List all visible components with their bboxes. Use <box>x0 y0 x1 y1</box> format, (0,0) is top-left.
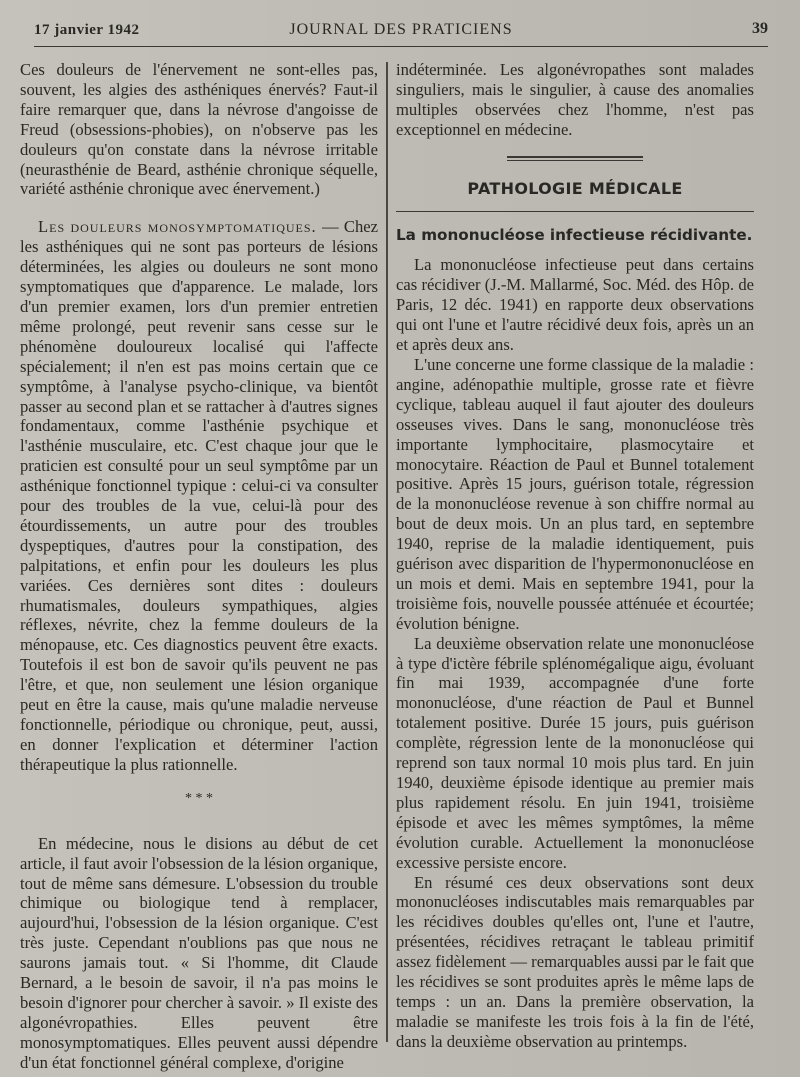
section-break-asterism: * * * <box>185 790 213 806</box>
right-column <box>396 60 754 1052</box>
paragraph-summary: En résumé ces deux observations sont deux mononucléoses indiscutables mais remarquables par les récidives doubles qu'elles ont, l'une et l'autre, présentées, récidives retraçant le tableau primitif assez fidèlement — remarquables aussi par le fait que les récidives se sont produites après le même laps de temps : un an. Dans la première observation, la maladie se manifeste les trois fois à la fin de l'été, dans la deuxième observation au printemps. <box>396 872 754 1051</box>
left-column <box>20 60 378 1073</box>
column-divider <box>386 62 388 1042</box>
heading-rule <box>396 211 754 212</box>
section-heading: PATHOLOGIE MÉDICALE <box>467 178 683 198</box>
paragraph-medecine: En médecine, nous le disions au début de cet article, il faut avoir l'obsession de la lésion organique, tout de même sans démesure. L'obsession du trouble chimique ou biologique tend à remplacer, aujourd'hui, l'obsession de la lésion organique. C'est très juste. Cependant n'oublions pas que nous ne saurons jamais tout. « Si l'homme, dit Claude Bernard, a le besoin de savoir, il n'a pas moins le besoin d'ignorer pour chercher à savoir. » Il existe des algonévropathies. Elles peuvent être monosymptomatiques. Elles peuvent aussi dépendre d'un état fonctionnel général complexe, d'origine <box>20 833 378 1072</box>
page-number: 39 <box>752 20 768 37</box>
paragraph-monosymptomatic <box>20 217 378 774</box>
double-rule <box>507 156 643 161</box>
article-title: La mononucléose infectieuse récidivante. <box>396 225 753 244</box>
paragraph-lead: Les douleurs monosymptomatiques. — <box>38 217 340 237</box>
journal-title: JOURNAL DES PRATICIENS <box>289 21 513 38</box>
paragraph-monosymptomatic-body: Chez les asthéniques qui ne sont pas porteurs de lésions déterminées, les algies ou douleurs ne sont mono symptomatiques que d'apparence. Le malade, lors d'un premier examen, lors d'un premier entretien même prolongé, peut revenir sans cesse sur le phénomène douloureux localisé qui l'affecte spécialement; il n'en est pas moins certain que ce symptôme, à l'analyse psycho-clinique, va bientôt passer au second plan et se rattacher à d'autres signes fondamentaux, comme l'asthénie psychique et l'asthénie musculaire, etc. C'est chaque jour que le praticien est consulté pour un seul symptôme par un asthénique fonctionnel typique : celui-ci va consulter pour des troubles de la vue, celui-là pour des étourdissements, un autre pour des troubles dyspeptiques, d'autres pour la constipation, des palpitations, et enfin pour les douleurs les plus variées. Ces dernières sont dites : douleurs rhumatismales, douleurs sympathiques, algies réflexes, névrite, chez la femme douleurs de la ménopause, etc. Ces diagnostics peuvent être exacts. Toutefois il est bon de savoir qu'ils peuvent ne pas l'être, et que, non seulement une lésion organique peut en être la cause, mais qu'une maladie nerveuse fonctionnelle, périodique ou chronique, peut, aussi, en donner l'explication et déterminer l'action thérapeutique la plus rationnelle. <box>20 217 378 774</box>
paragraph-second-observation: La deuxième observation relate une mononucléose à type d'ictère fébrile splénomégalique aigu, évoluant fin mai 1939, accompagnée d'une forte mononucléose, d'une réaction de Paul et Bunnel totalement positive. Durée 15 jours, puis guérison complète, régression lente de la mononucléose qui reprend son taux normal 10 mois plus tard. En juin 1940, deuxième épisode identique au premier mais plus rapidement résolu. En juin 1941, troisième épisode et avec les mêmes symptômes, la même évolution curable. Actuellement la mononucléose excessive persiste encore. <box>396 633 754 872</box>
page-header <box>34 18 768 47</box>
paragraph-continuation: indéterminée. Les algonévropathes sont malades singuliers, mais le singulier, à cause des anomalies multiples observées chez l'homme, n'est pas exceptionnel en médecine. <box>396 60 754 139</box>
paragraph-enervement: Ces douleurs de l'énervement ne sont-elles pas, souvent, les algies des asthéniques énervés? Faut-il faire remarquer que, dans la névrose d'angoisse de Freud (obsessions-phobies), on n'observe pas les douleurs qu'on constate dans la névrose irritable (neurasthénie de Beard, asthénie chronique séquelle, variété asthénie chronique avec énervement.) <box>20 60 378 199</box>
header-date: 17 janvier 1942 <box>34 22 140 38</box>
paragraph-intro: La mononucléose infectieuse peut dans certains cas récidiver (J.-M. Mallarmé, Soc. Méd. des Hôp. de Paris, 12 déc. 1941) en rapporte deux observations qui ont l'une et l'autre récidivé deux fois, après un an et après deux ans. <box>396 255 754 355</box>
paragraph-first-observation: L'une concerne une forme classique de la maladie : angine, adénopathie multiple, grosse rate et fièvre cyclique, tableau auquel il faut ajouter des douleurs osseuses vives. Dans le sang, mononucléose très importante lymphocitaire, plasmocytaire et monocytaire. Réaction de Paul et Bunnel totalement positive. Après 15 jours, guérison totale, régression de la mononucléose revenue à son chiffre normal au bout de deux mois. Un an plus tard, en septembre 1940, reprise de la maladie identiquement, puis guérison avec disparition de l'hypermononucléose en un mois et demi. Mais en septembre 1941, pour la troisième fois, nouvelle poussée atténuée et écourtée; évolution bénigne. <box>396 354 754 633</box>
